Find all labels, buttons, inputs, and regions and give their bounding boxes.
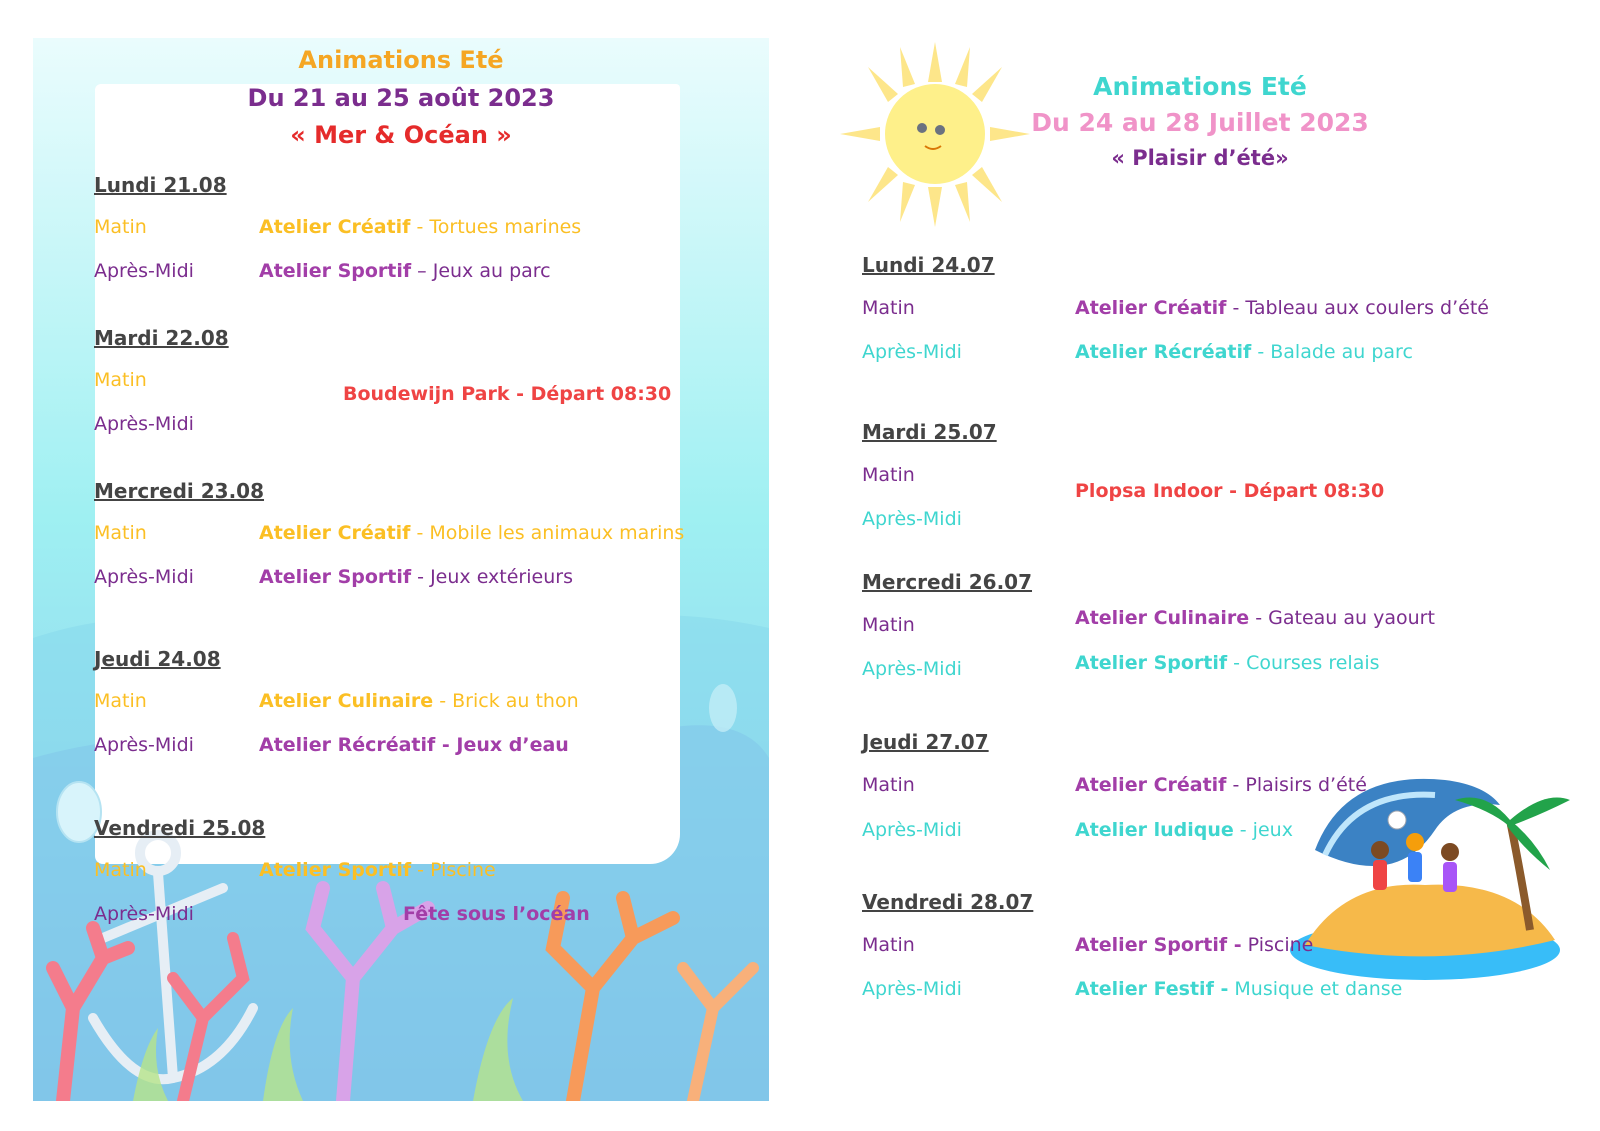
afternoon-label: Après-Midi xyxy=(862,978,962,1000)
day-heading: Jeudi 24.08 xyxy=(94,647,221,671)
afternoon-label: Après-Midi xyxy=(862,508,962,530)
coral-illustration xyxy=(33,858,769,1101)
outing-text: Boudewijn Park - Départ 08:30 xyxy=(343,383,672,405)
day-heading: Mercredi 26.07 xyxy=(862,570,1033,594)
activity: Atelier ludique - jeux xyxy=(1075,819,1293,841)
activity: Atelier Sportif – Jeux au parc xyxy=(259,260,551,282)
day-heading: Lundi 21.08 xyxy=(94,173,227,197)
activity: Atelier Sportif - Piscine xyxy=(1075,934,1314,956)
day-heading: Vendredi 25.08 xyxy=(94,816,266,840)
activity: Atelier Créatif - Tableau aux coulers d’été xyxy=(1075,297,1489,319)
afternoon-label: Après-Midi xyxy=(94,566,194,588)
morning-label: Matin xyxy=(862,297,915,319)
sun-icon xyxy=(840,42,1030,227)
afternoon-label: Après-Midi xyxy=(94,260,194,282)
morning-label: Matin xyxy=(862,614,915,636)
day-heading: Mardi 22.08 xyxy=(94,326,229,350)
activity: Atelier Sportif - Jeux extérieurs xyxy=(259,566,573,588)
event-text: Fête sous l’océan xyxy=(403,903,590,925)
day-heading: Mercredi 23.08 xyxy=(94,479,265,503)
day-heading: Mardi 25.07 xyxy=(862,420,997,444)
activity: Atelier Créatif - Mobile les animaux marins xyxy=(259,522,685,544)
right-dates: Du 24 au 28 Juillet 2023 xyxy=(1031,108,1369,137)
left-title: Animations Eté xyxy=(298,46,504,74)
afternoon-label: Après-Midi xyxy=(94,413,194,435)
morning-label: Matin xyxy=(94,690,147,712)
left-theme: « Mer & Océan » xyxy=(290,121,512,149)
island-kids-illustration xyxy=(1285,760,1575,1000)
afternoon-label: Après-Midi xyxy=(862,819,962,841)
morning-label: Matin xyxy=(94,522,147,544)
morning-label: Matin xyxy=(862,464,915,486)
afternoon-label: Après-Midi xyxy=(862,658,962,680)
afternoon-label: Après-Midi xyxy=(94,734,194,756)
activity: Atelier Culinaire - Brick au thon xyxy=(259,690,579,712)
left-poster-background xyxy=(33,38,769,1101)
activity: Atelier Récréatif - Jeux d’eau xyxy=(259,734,569,756)
afternoon-label: Après-Midi xyxy=(94,903,194,925)
day-heading: Jeudi 27.07 xyxy=(862,730,989,754)
activity: Atelier Créatif - Plaisirs d’été xyxy=(1075,774,1367,796)
activity: Atelier Créatif - Tortues marines xyxy=(259,216,582,238)
left-dates: Du 21 au 25 août 2023 xyxy=(247,84,555,112)
right-theme: « Plaisir d’été» xyxy=(1111,146,1289,170)
activity: Atelier Festif - Musique et danse xyxy=(1075,978,1403,1000)
right-title: Animations Eté xyxy=(1093,72,1307,101)
morning-label: Matin xyxy=(94,369,147,391)
morning-label: Matin xyxy=(94,216,147,238)
outing-text: Plopsa Indoor - Départ 08:30 xyxy=(1075,480,1385,502)
afternoon-label: Après-Midi xyxy=(862,341,962,363)
activity: Atelier Sportif - Courses relais xyxy=(1075,652,1380,674)
morning-label: Matin xyxy=(94,859,147,881)
activity: Atelier Culinaire - Gateau au yaourt xyxy=(1075,607,1435,629)
morning-label: Matin xyxy=(862,934,915,956)
day-heading: Lundi 24.07 xyxy=(862,253,995,277)
day-heading: Vendredi 28.07 xyxy=(862,890,1034,914)
activity: Atelier Récréatif - Balade au parc xyxy=(1075,341,1413,363)
bubble-icon xyxy=(703,678,743,738)
activity: Atelier Sportif - Piscine xyxy=(259,859,496,881)
morning-label: Matin xyxy=(862,774,915,796)
